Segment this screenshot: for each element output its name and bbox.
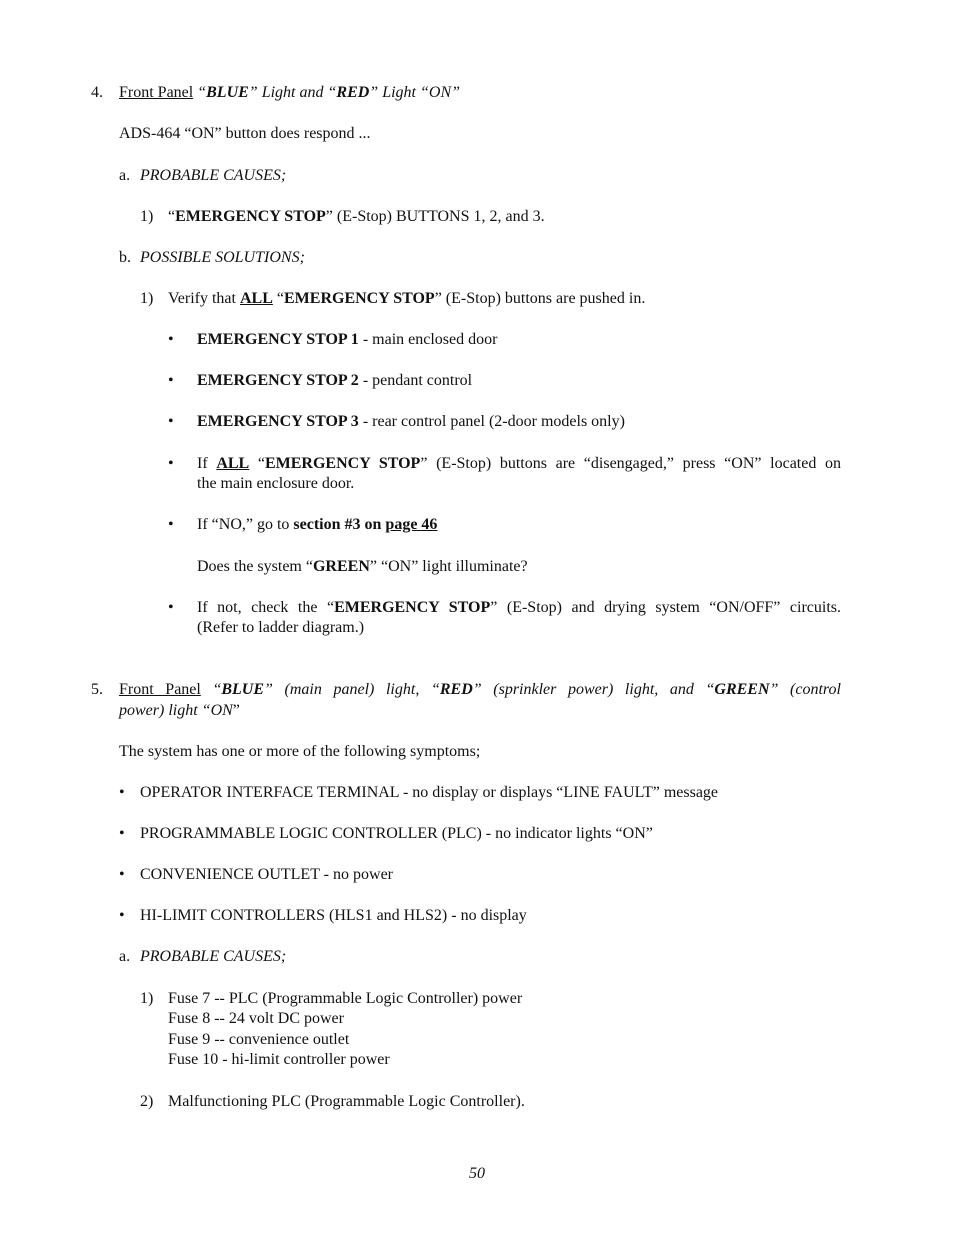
section-4-solution-1-number: 1) [140,290,154,307]
bullet: • [168,372,174,389]
if-all-disengaged-line-1: If ALL “EMERGENCY STOP” (E-Stop) buttons are “disengaged,” press “ON” located on [197,455,841,472]
bullet: • [168,455,174,472]
section-5-cause-1-number: 1) [140,990,154,1007]
bullet: • [168,413,174,430]
fuse-line: Fuse 7 -- PLC (Programmable Logic Controller) power [168,990,523,1007]
section-4-b-label: b. [119,249,131,266]
symptom-item: OPERATOR INTERFACE TERMINAL - no display or displays “LINE FAULT” message [140,784,719,801]
fuse-line: Fuse 9 -- convenience outlet [168,1031,350,1048]
bullet: • [168,516,174,533]
section-4-number: 4. [91,84,103,101]
fuse-line: Fuse 8 -- 24 volt DC power [168,1010,344,1027]
red-label: RED [336,84,370,101]
bullet: • [119,784,125,801]
emergency-stop-3-item: EMERGENCY STOP 3 - rear control panel (2-door models only) [197,413,625,430]
page-number: 50 [469,1165,485,1182]
section-5-heading-line-1: Front Panel “BLUE” (main panel) light, “RED” (sprinkler power) light, and “GREEN” (control [119,681,841,698]
section-5-a-label: a. [119,948,131,965]
heading-underlined-text: Front Panel [119,84,194,101]
section-4-heading: Front Panel “BLUE” Light and “RED” Light “ON” [119,84,461,101]
symptom-item: HI-LIMIT CONTROLLERS (HLS1 and HLS2) - no display [140,907,527,924]
bullet: • [168,599,174,616]
section-4-intro: ADS-464 “ON” button does respond ... [119,125,371,142]
blue-label: BLUE [206,84,249,101]
symptom-item: PROGRAMMABLE LOGIC CONTROLLER (PLC) - no indicator lights “ON” [140,825,653,842]
section-5-cause-2-number: 2) [140,1093,154,1110]
if-not-check-line-2: (Refer to ladder diagram.) [197,619,365,636]
section-4-cause-1-number: 1) [140,208,154,225]
page-46-link[interactable]: page 46 [385,516,438,533]
emergency-stop-2-item: EMERGENCY STOP 2 - pendant control [197,372,473,389]
bullet: • [119,907,125,924]
if-no-goto-item: If “NO,” go to section #3 on page 46 [197,516,438,533]
bullet: • [119,866,125,883]
section-4-b-title: POSSIBLE SOLUTIONS; [140,249,305,266]
section-5-heading-line-2: power) light “ON” [119,702,240,719]
section-4-solution-1: Verify that ALL “EMERGENCY STOP” (E-Stop) buttons are pushed in. [168,290,646,307]
section-5-intro: The system has one or more of the following symptoms; [119,743,481,760]
bullet: • [168,331,174,348]
section-5-cause-2: Malfunctioning PLC (Programmable Logic Controller). [168,1093,525,1110]
fuse-line: Fuse 10 - hi-limit controller power [168,1051,390,1068]
if-not-check-line-1: If not, check the “EMERGENCY STOP” (E-Stop) and drying system “ON/OFF” circuits. [197,599,842,616]
emergency-stop-1-item: EMERGENCY STOP 1 - main enclosed door [197,331,498,348]
section-5-a-title: PROBABLE CAUSES; [140,948,287,965]
section-4-cause-1: “EMERGENCY STOP” (E-Stop) BUTTONS 1, 2, and 3. [168,208,545,225]
section-5-number: 5. [91,681,103,698]
bullet: • [119,825,125,842]
if-all-disengaged-line-2: the main enclosure door. [197,475,355,492]
symptom-item: CONVENIENCE OUTLET - no power [140,866,393,883]
section-4-a-label: a. [119,167,131,184]
section-4-a-title: PROBABLE CAUSES; [140,167,287,184]
green-light-question: Does the system “GREEN” “ON” light illuminate? [197,558,528,575]
